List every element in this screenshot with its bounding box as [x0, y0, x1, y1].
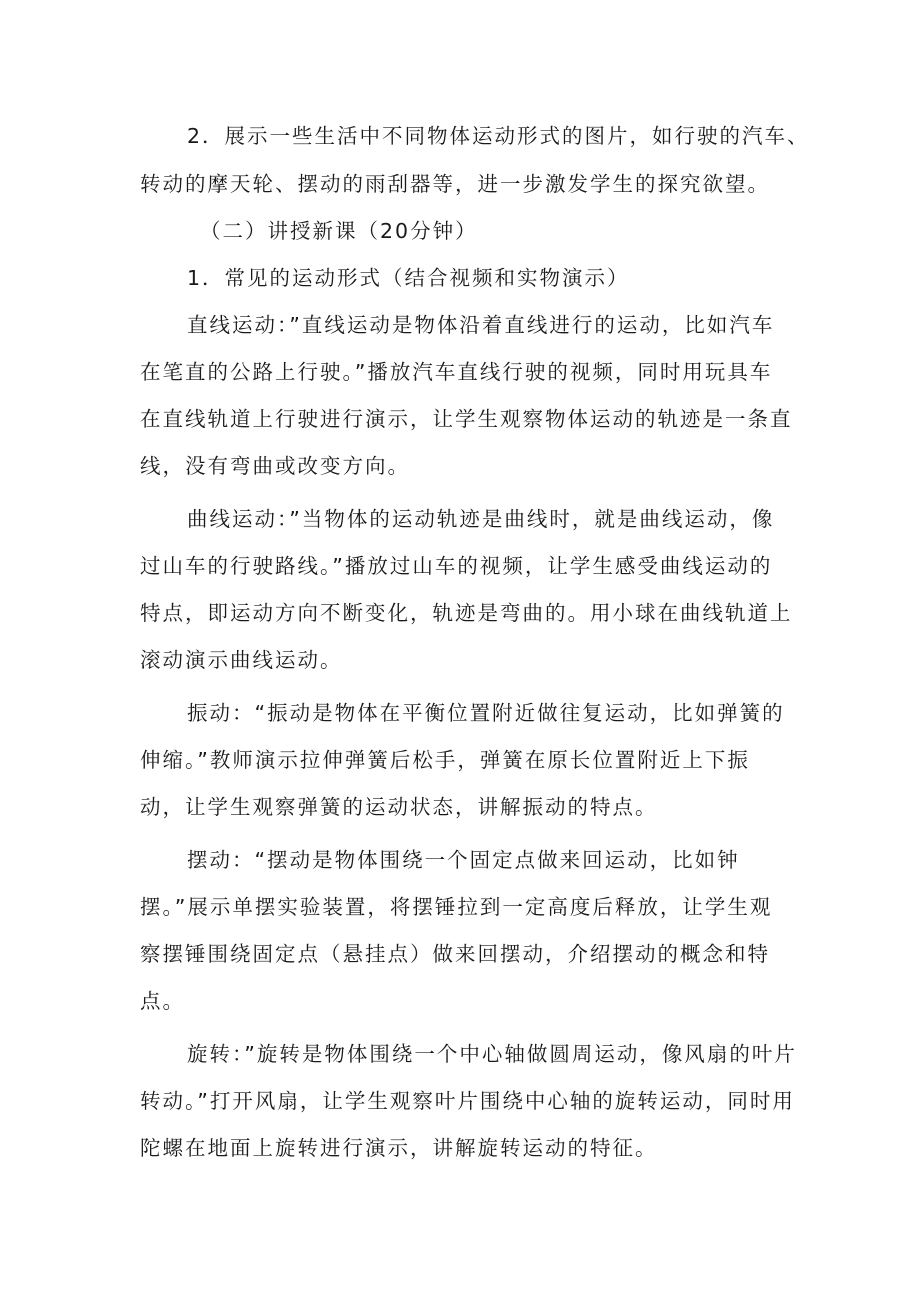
text-line: 过山车的行驶路线。”播放过山车的视频，让学生感受曲线运动的	[140, 554, 773, 578]
text-line: 线，没有弯曲或改变方向。	[140, 454, 410, 478]
text-line: 旋转：”旋转是物体围绕一个中心轴做圆周运动，像风扇的叶片	[187, 1042, 797, 1066]
text-line: 伸缩。”教师演示拉伸弹簧后松手，弹簧在原长位置附近上下振	[140, 748, 750, 772]
text-line: 在直线轨道上行驶进行演示，让学生观察物体运动的轨迹是一条直	[140, 407, 793, 431]
text-line: 摆动：“摆动是物体围绕一个固定点做来回运动，比如钟	[187, 848, 740, 872]
text-line: 动，让学生观察弹簧的运动状态，讲解振动的特点。	[140, 795, 658, 819]
text-line: 滚动演示曲线运动。	[140, 648, 343, 672]
text-line: 转动。”打开风扇，让学生观察叶片围绕中心轴的旋转运动，同时用	[140, 1089, 795, 1113]
text-line: 特点，即运动方向不断变化，轨迹是弯曲的。用小球在曲线轨道上	[140, 601, 793, 625]
subsection-heading: 1．常见的运动形式（结合视频和实物演示）	[187, 266, 630, 290]
text-line: 在笔直的公路上行驶。”播放汽车直线行驶的视频，同时用玩具车	[140, 360, 773, 384]
text-line: 转动的摩天轮、摆动的雨刮器等，进一步激发学生的探究欲望。	[140, 172, 770, 196]
text-line: 直线运动：”直线运动是物体沿着直线进行的运动，比如汽车	[187, 313, 775, 337]
section-heading: （二）讲授新课（20分钟）	[200, 219, 478, 243]
text-line: 点。	[140, 989, 185, 1013]
text-line: 振动：“振动是物体在平衡位置附近做往复运动，比如弹簧的	[187, 701, 785, 725]
text-line: 2．展示一些生活中不同物体运动形式的图片，如行驶的汽车、	[187, 124, 810, 148]
text-line: 察摆锤围绕固定点（悬挂点）做来回摆动，介绍摆动的概念和特	[140, 942, 770, 966]
text-line: 摆。”展示单摆实验装置，将摆锤拉到一定高度后释放，让学生观	[140, 895, 773, 919]
text-line: 曲线运动：”当物体的运动轨迹是曲线时，就是曲线运动，像	[187, 507, 775, 531]
text-line: 陀螺在地面上旋转进行演示，讲解旋转运动的特征。	[140, 1136, 658, 1160]
